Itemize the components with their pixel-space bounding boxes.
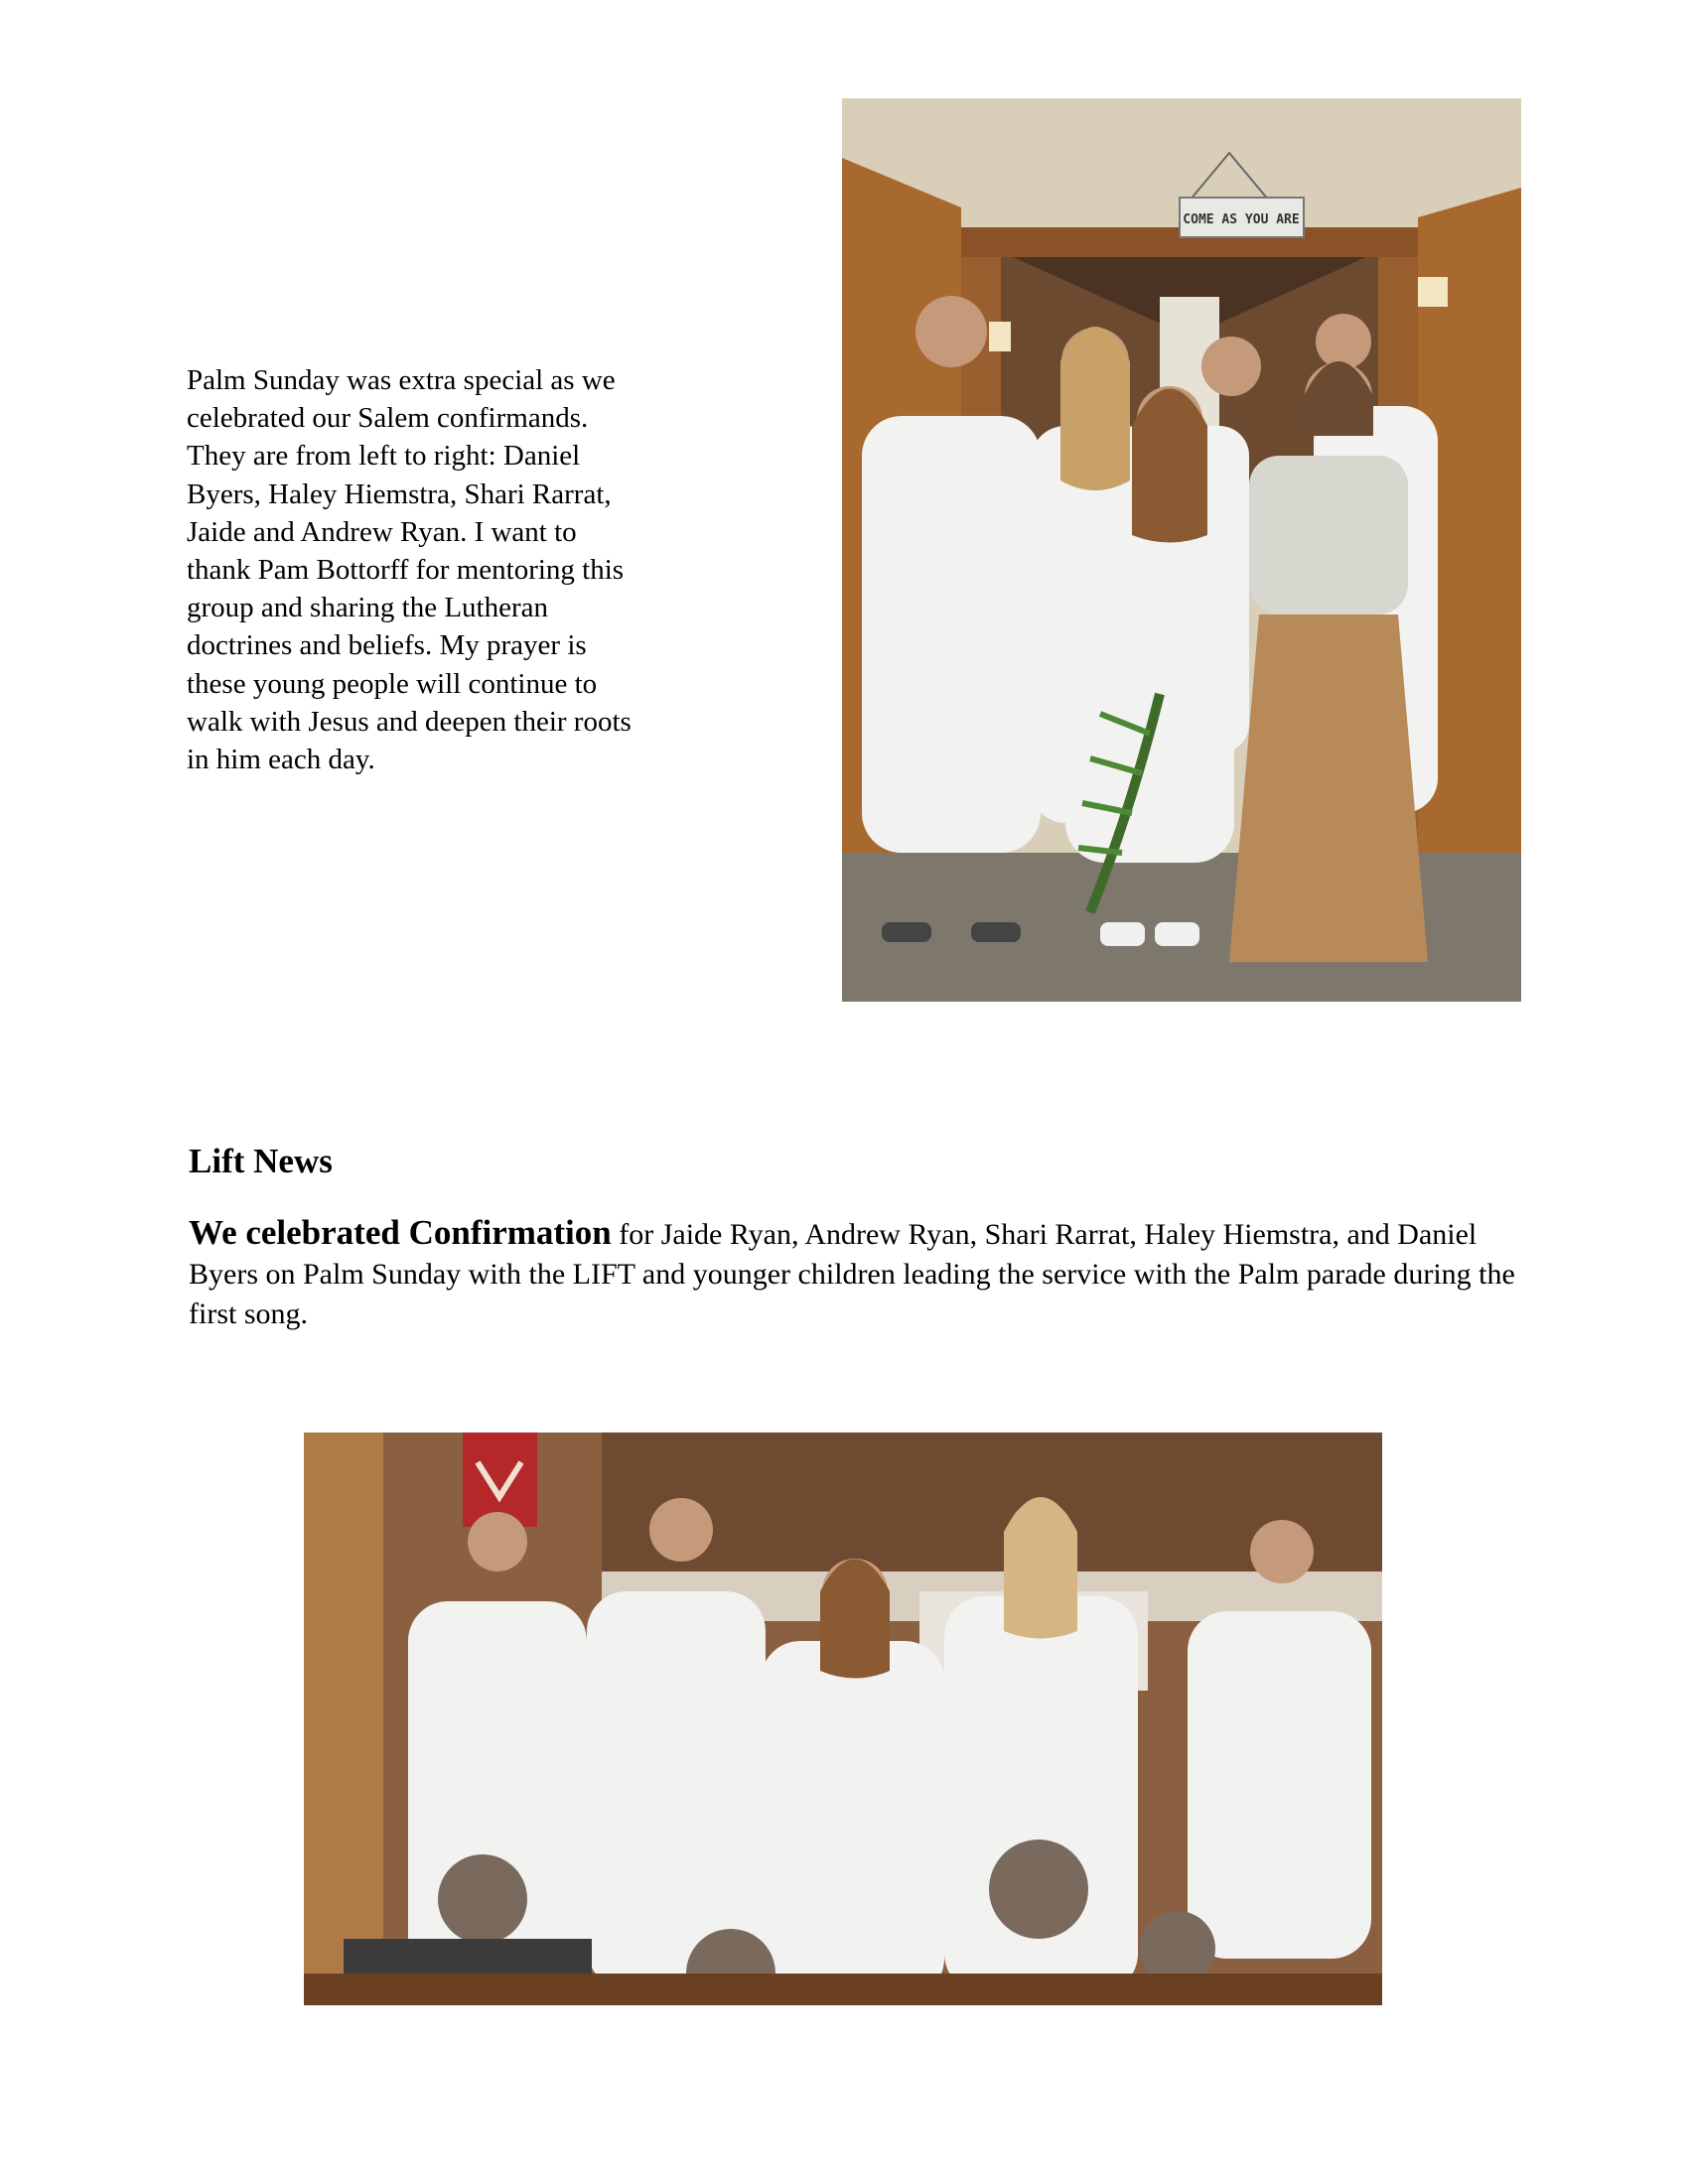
confirmation-paragraph [189, 1213, 1529, 1334]
confirmation-body: for Jaide Ryan, Andrew Ryan, Shari Rarrat, Haley Hiemstra, and Daniel Byers on Palm Sunday with the LIFT and younger children leading the service with the Palm parade during the first song. [189, 1218, 1515, 1330]
confirmands-sanctuary-photo [304, 1433, 1382, 2005]
intro-paragraph: Palm Sunday was extra special as we celebrated our Salem confirmands. They are from left to right: Daniel Byers, Haley Hiemstra, Shari Rarrat, Jaide and Andrew Ryan. I want to thank Pam Bottorff for mentoring this group and sharing the Lutheran doctrines and beliefs. My prayer is these young people will continue to walk with Jesus and deepen their roots in him each day. [187, 364, 632, 776]
lift-news-heading: Lift News [189, 1142, 333, 1180]
confirmands-doorway-photo [842, 98, 1521, 1002]
confirmation-lead: We celebrated Confirmation [189, 1213, 612, 1252]
doorway-sign-text: COME AS YOU ARE [1183, 212, 1300, 227]
